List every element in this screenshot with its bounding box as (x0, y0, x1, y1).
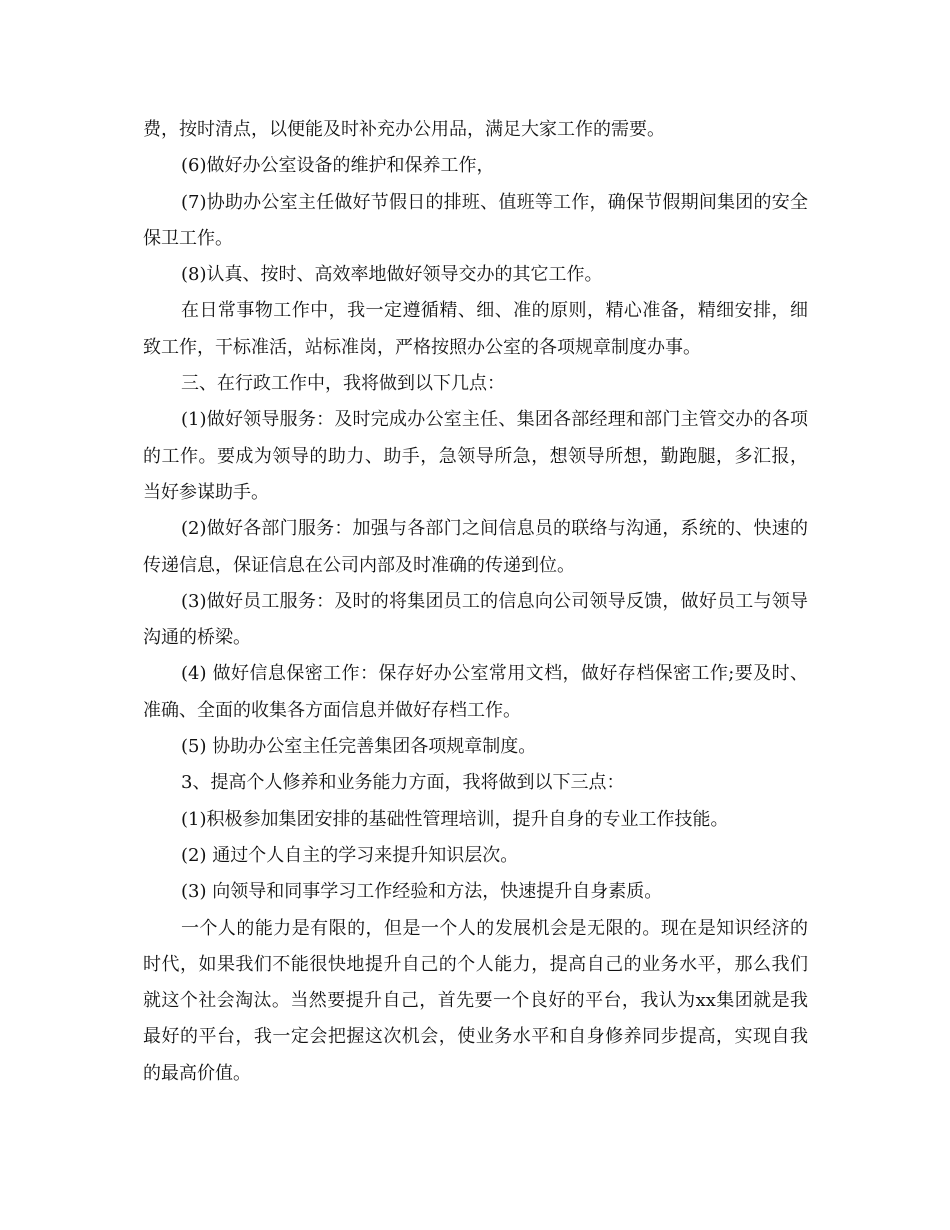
paragraph: 一个人的能力是有限的，但是一个人的发展机会是无限的。现在是知识经济的时代，如果我们不能很快地提升自己的个人能力，提高自己的业务水平，那么我们就这个社会淘汰。当然要提升自己，首先要一个良好的平台，我认为xx集团就是我最好的平台，我一定会把握这次机会，使业务水平和自身修养同步提高，实现自我的最高价值。 (143, 917, 808, 1084)
paragraph: (6)做好办公室设备的维护和保养工作， (181, 155, 495, 177)
paragraph: (2) 通过个人自主的学习来提升知识层次。 (181, 844, 519, 866)
document-body (143, 112, 808, 1092)
paragraph: 三、在行政工作中，我将做到以下几点： (181, 373, 505, 395)
paragraph: (5) 协助办公室主任完善集团各项规章制度。 (181, 736, 537, 758)
paragraph: 在日常事物工作中，我一定遵循精、细、准的原则，精心准备，精细安排，细致工作，干标准活，站标准岗，严格按照办公室的各项规章制度办事。 (143, 300, 808, 358)
paragraph: (7)协助办公室主任做好节假日的排班、值班等工作，确保节假期间集团的安全保卫工作。 (143, 191, 808, 249)
paragraph: 费，按时清点，以便能及时补充办公用品，满足大家工作的需要。 (143, 119, 665, 140)
paragraph: (4) 做好信息保密工作：保存好办公室常用文档，做好存档保密工作;要及时、准确、全面的收集各方面信息并做好存档工作。 (143, 663, 808, 721)
paragraph: (2)做好各部门服务：加强与各部门之间信息员的联络与沟通，系统的、快速的传递信息，保证信息在公司内部及时准确的传递到位。 (143, 518, 808, 576)
paragraph: 3、提高个人修养和业务能力方面，我将做到以下三点： (181, 772, 625, 794)
paragraph: (1)做好领导服务：及时完成办公室主任、集团各部经理和部门主管交办的各项的工作。要成为领导的助力、助手，急领导所急，想领导所想，勤跑腿，多汇报，当好参谋助手。 (143, 409, 808, 503)
paragraph: (3)做好员工服务：及时的将集团员工的信息向公司领导反馈，做好员工与领导沟通的桥梁。 (143, 590, 808, 649)
paragraph: (1)积极参加集团安排的基础性管理培训，提升自身的专业工作技能。 (181, 808, 729, 830)
paragraph: (3) 向领导和同事学习工作经验和方法，快速提升自身素质。 (181, 881, 663, 903)
paragraph: (8)认真、按时、高效率地做好领导交办的其它工作。 (181, 264, 603, 286)
